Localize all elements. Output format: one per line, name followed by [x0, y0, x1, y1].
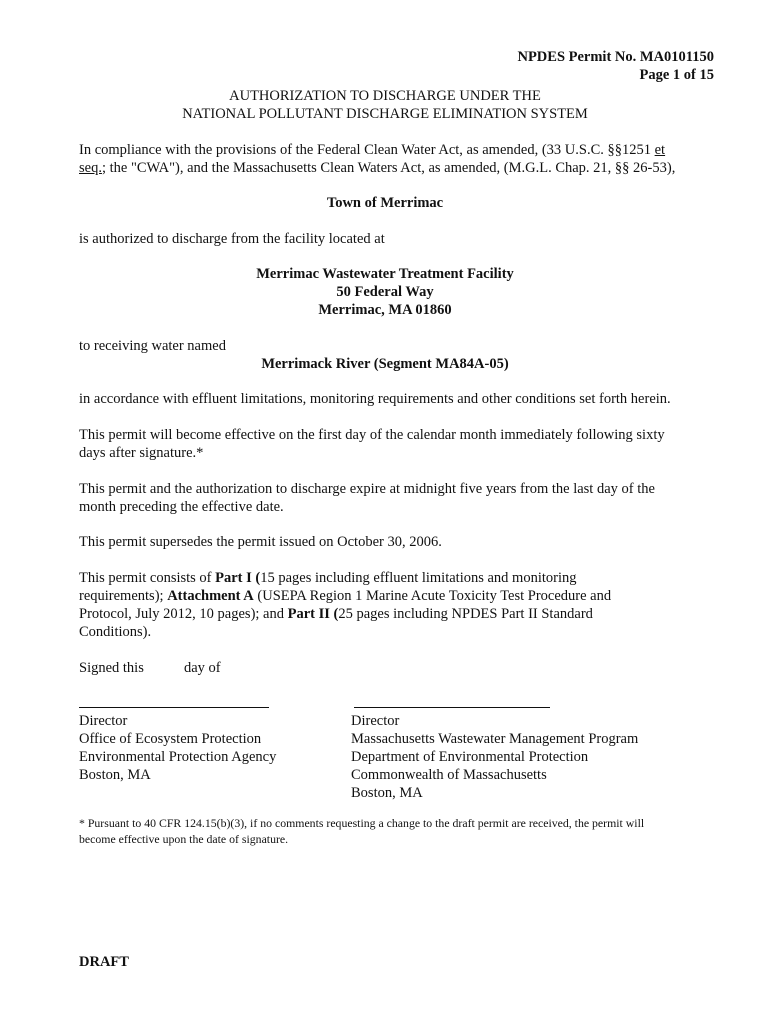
compliance-et: et [654, 142, 666, 158]
compliance-text-a: In compliance with the provisions of the Federal Clean Water Act, as amended, (33 U.S.C. §§1251 [79, 142, 655, 158]
compliance-seq: seq. [79, 160, 102, 176]
signature-line-left [79, 707, 269, 708]
consists-line-3 [79, 605, 593, 623]
compliance-text-b: ; the "CWA"), and the Massachusetts Clean Waters Act, as amended, (M.G.L. Chap. 21, §§ 26-53), [101, 160, 676, 176]
compliance-line-1 [79, 141, 665, 159]
sig-right-program: Massachusetts Wastewater Management Program [351, 731, 639, 747]
signature-line-right [354, 707, 550, 708]
draft-label: DRAFT [79, 954, 129, 970]
facility-city: Merrimac, MA 01860 [318, 302, 452, 318]
expire-line-1: This permit and the authorization to discharge expire at midnight five years from the last day of the [79, 481, 655, 497]
consists-text-f: 25 pages including NPDES Part II Standard [338, 606, 593, 622]
effective-line-2: days after signature.* [79, 445, 204, 461]
consists-text-e: Protocol, July 2012, 10 pages); and [79, 606, 288, 622]
consists-part-2: Part II ( [287, 606, 339, 622]
sig-left-city: Boston, MA [79, 767, 151, 783]
sig-right-title: Director [351, 713, 400, 729]
compliance-line-2 [79, 159, 675, 177]
title-line-1: AUTHORIZATION TO DISCHARGE UNDER THE [229, 88, 541, 104]
sig-left-office: Office of Ecosystem Protection [79, 731, 262, 747]
effective-line-1: This permit will become effective on the first day of the calendar month immediately following sixty [79, 427, 665, 443]
title-line-2: NATIONAL POLLUTANT DISCHARGE ELIMINATION SYSTEM [182, 106, 588, 122]
consists-text-a: This permit consists of [79, 570, 216, 586]
signed-this: Signed this [79, 660, 144, 676]
permittee-name: Town of Merrimac [326, 195, 444, 211]
sig-right-city: Boston, MA [351, 785, 423, 801]
consists-line-1 [79, 569, 577, 587]
sig-right-dept: Department of Environmental Protection [351, 749, 589, 765]
facility-name: Merrimac Wastewater Treatment Facility [256, 266, 514, 282]
consists-line-2 [79, 587, 611, 605]
consists-text-c: requirements); [79, 588, 168, 604]
consists-attachment-a: Attachment A [167, 588, 254, 604]
supersedes-text: This permit supersedes the permit issued on October 30, 2006. [79, 534, 442, 550]
receiving-label: to receiving water named [79, 338, 226, 354]
sig-left-agency: Environmental Protection Agency [79, 749, 277, 765]
footnote-line-2: become effective upon the date of signature. [79, 832, 289, 846]
footnote-line-1: * Pursuant to 40 CFR 124.15(b)(3), if no comments requesting a change to the draft permit are received, the permit will [79, 816, 645, 830]
sig-left-title: Director [79, 713, 128, 729]
accordance-text: in accordance with effluent limitations, monitoring requirements and other conditions set forth herein. [79, 391, 671, 407]
consists-line-4: Conditions). [79, 624, 152, 640]
consists-part-1: Part I ( [215, 570, 261, 586]
facility-street: 50 Federal Way [336, 284, 434, 300]
expire-line-2: month preceding the effective date. [79, 499, 284, 515]
consists-text-d: (USEPA Region 1 Marine Acute Toxicity Test Procedure and [253, 588, 612, 604]
sig-right-state: Commonwealth of Massachusetts [351, 767, 547, 783]
page-indicator: Page 1 of 15 [639, 67, 714, 83]
signed-day-of: day of [184, 660, 221, 676]
permit-number: NPDES Permit No. MA0101150 [517, 49, 714, 65]
authorized-text: is authorized to discharge from the facility located at [79, 231, 385, 247]
consists-text-b: 15 pages including effluent limitations and monitoring [260, 570, 577, 586]
receiving-water: Merrimack River (Segment MA84A-05) [261, 356, 509, 372]
